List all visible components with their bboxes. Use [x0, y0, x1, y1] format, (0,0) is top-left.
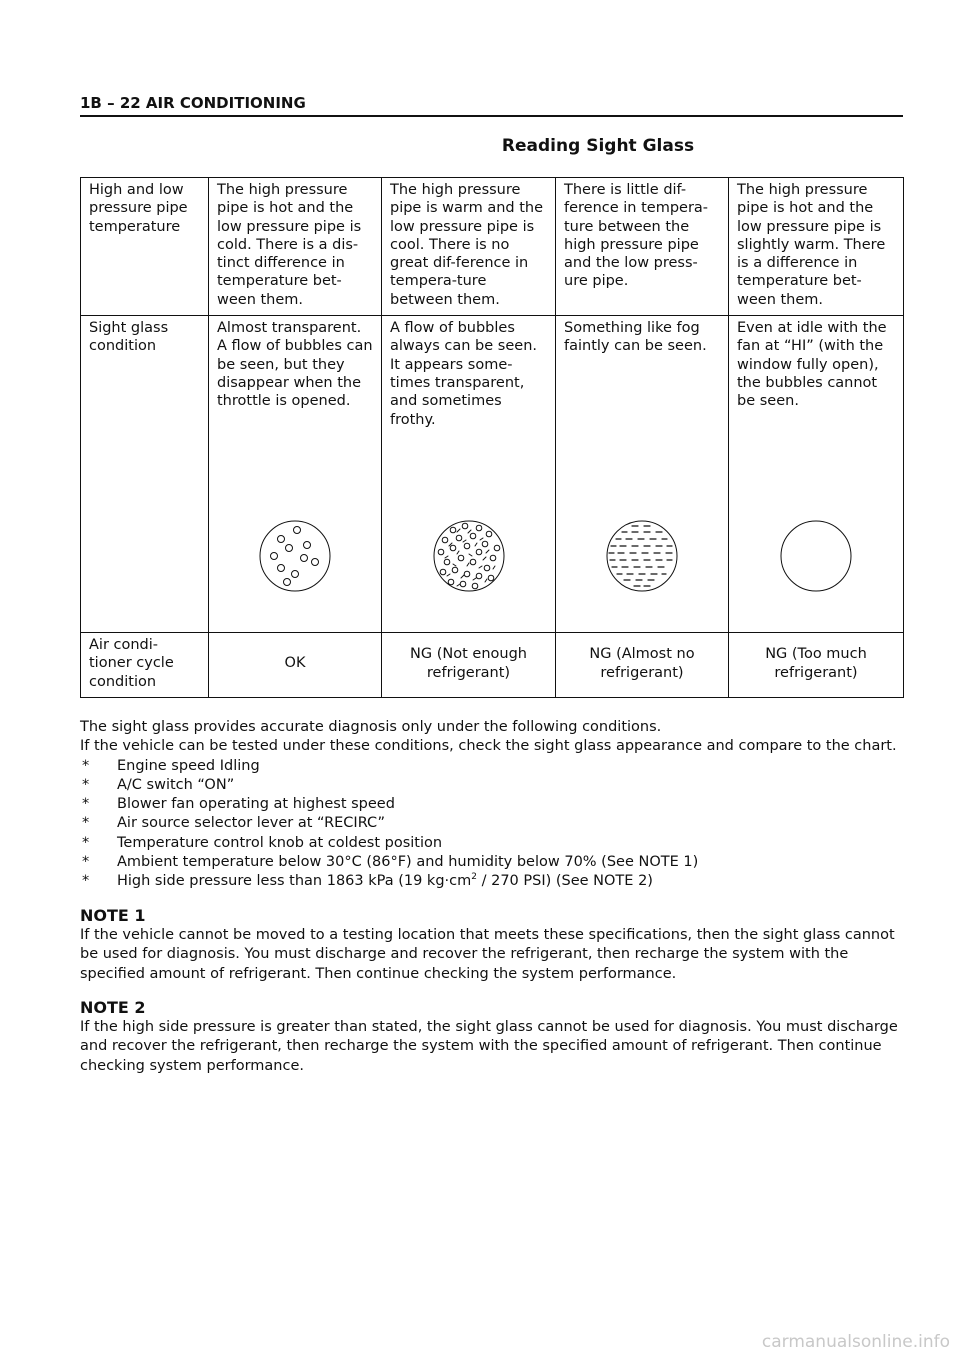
table-cell-text: A flow of bubbles always can be seen. It appears some-times transparent, and sometimes frothy. [390, 320, 537, 428]
table-cell-text: Something like fog faintly can be seen. [564, 320, 707, 355]
list-item-text: Ambient temperature below 30°C (86°F) and humidity below 70% (See NOTE 1) [117, 854, 699, 871]
list-item [80, 776, 910, 795]
page-header: 1B – 22 AIR CONDITIONING [80, 94, 903, 117]
list-item-text: High side pressure less than 1863 kPa (19 $kg\cdot cm^2 / 270$ PSI) (See NOTE 2) [117, 872, 653, 890]
note-2-text: If the high side pressure is greater than stated, the sight glass cannot be used for diagnosis. You must discharge and recover the refrigerant, then recharge the system with the specified amount of refrigerant. Then continue checking system performance. [80, 1019, 898, 1074]
conditions-list [80, 757, 910, 892]
watermark: carmanualsonline.info [761, 1332, 950, 1352]
bullet-marker: * [82, 873, 90, 890]
intro-paragraph: The sight glass provides accurate diagnosis only under the following conditions. [80, 719, 662, 735]
list-item [80, 853, 910, 872]
table-cell: The high pressure pipe is hot and the low pressure pipe is cold. There is a dis-tinct difference in temperature bet-ween them. [209, 178, 382, 316]
list-item-text: A/C switch “ON” [117, 776, 235, 793]
body-text [80, 718, 910, 1076]
fog-glass-icon [606, 520, 678, 592]
row-header-cycle: Air condi-tioner cycle condition [81, 633, 209, 698]
table-cell-text: Almost transparent. A flow of bubbles can be seen, but they disappear when the throttle is opened. [217, 320, 373, 410]
table-cell: NG (Almost no refrigerant) [556, 633, 729, 698]
list-item [80, 872, 910, 891]
table-cell: The high pressure pipe is warm and the low pressure pipe is cool. There is no great dif-ference in tempera-ture between them. [382, 178, 556, 316]
table-row [81, 633, 904, 698]
list-item-text: Blower fan operating at highest speed [117, 796, 395, 813]
bullet-marker: * [82, 776, 90, 793]
list-item-text: Air source selector lever at “RECIRC” [117, 815, 385, 832]
list-item [80, 814, 910, 833]
list-item-text: Engine speed Idling [117, 757, 260, 774]
table-cell: OK [209, 633, 382, 698]
few-bubbles-glass-icon [259, 520, 331, 592]
bullet-marker: * [82, 796, 90, 813]
table-cell-text: Even at idle with the fan at “HI” (with the window fully open), the bubbles cannot be seen. [737, 320, 887, 410]
table-cell: The high pressure pipe is hot and the low pressure pipe is slightly warm. There is a difference in temperature bet-ween them. [729, 178, 904, 316]
table-cell [556, 316, 729, 633]
row-header-sight-glass: Sight glass condition [81, 316, 209, 633]
table-cell [209, 316, 382, 633]
bullet-marker: * [82, 854, 90, 871]
bullet-marker: * [82, 757, 90, 774]
sight-glass-table [80, 177, 904, 698]
table-cell [382, 316, 556, 633]
list-item [80, 757, 910, 776]
table-cell: There is little dif-ference in tempera-ture between the high pressure pipe and the low press-ure pipe. [556, 178, 729, 316]
list-item-text: Temperature control knob at coldest position [117, 834, 443, 851]
bullet-marker: * [82, 834, 90, 851]
table-cell: NG (Not enough refrigerant) [382, 633, 556, 698]
bullet-marker: * [82, 815, 90, 832]
clear-glass-icon [780, 520, 852, 592]
table-row [81, 316, 904, 633]
many-bubbles-glass-icon [433, 520, 505, 592]
list-item [80, 834, 910, 853]
table-row [81, 178, 904, 316]
table-cell [729, 316, 904, 633]
note-1-heading: NOTE 1 [80, 905, 146, 925]
section-title: Reading Sight Glass [501, 136, 695, 156]
row-header-temperature: High and low pressure pipe temperature [81, 178, 209, 316]
list-item [80, 795, 910, 814]
intro-paragraph: If the vehicle can be tested under these conditions, check the sight glass appearance and compare to the chart. [80, 738, 897, 755]
table-cell: NG (Too much refrigerant) [729, 633, 904, 698]
note-2-heading: NOTE 2 [80, 997, 146, 1017]
note-1-text: If the vehicle cannot be moved to a testing location that meets these specifications, then the sight glass cannot be used for diagnosis. You must discharge and recover the refrigerant, then recharge the system with the specified amount of refrigerant. Then continue checking the system performance. [80, 926, 895, 982]
